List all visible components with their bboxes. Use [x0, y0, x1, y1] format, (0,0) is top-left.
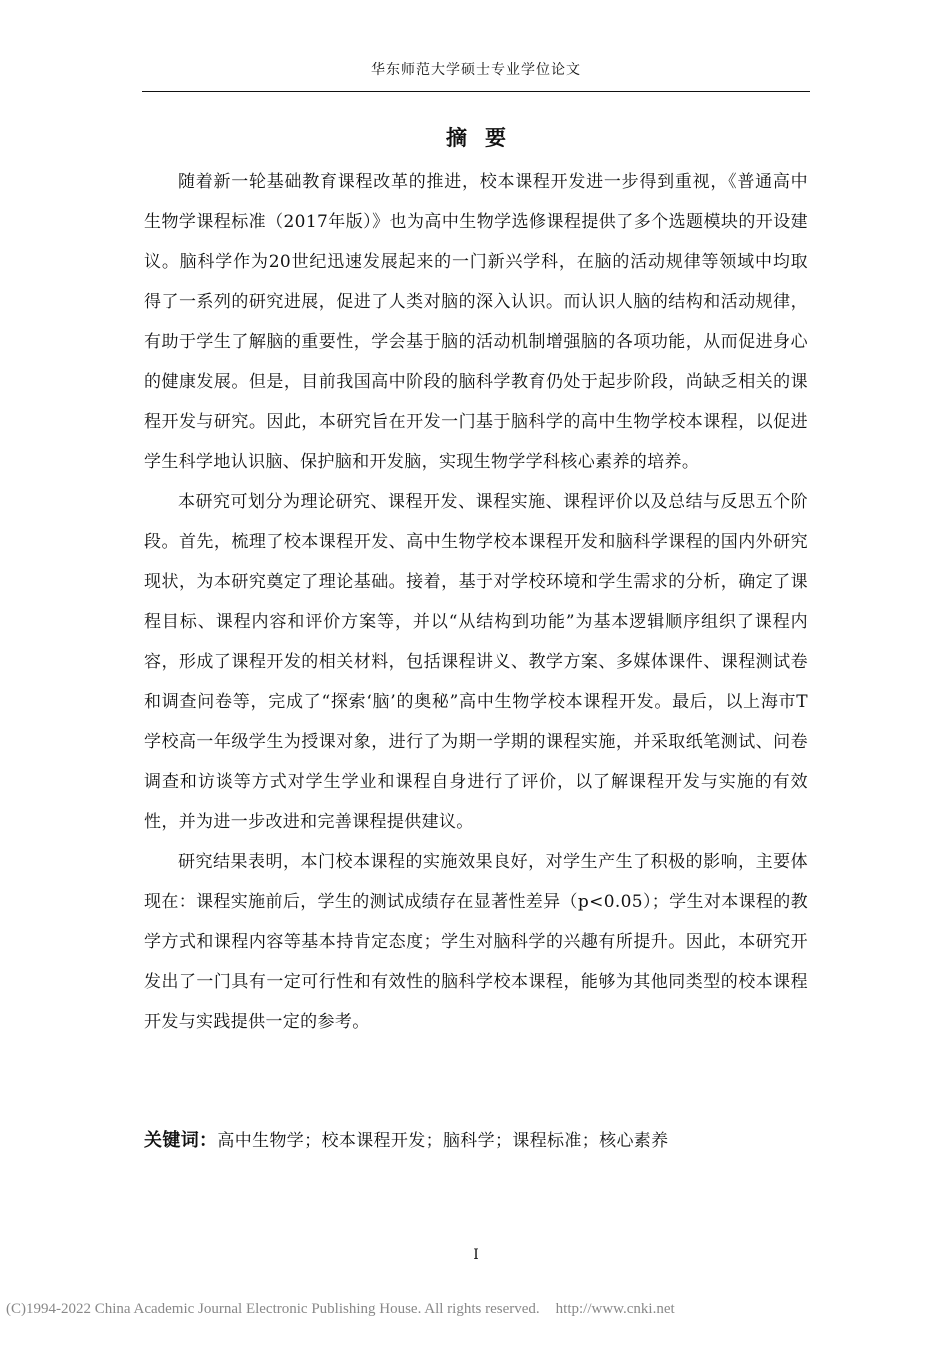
- running-header: 华东师范大学硕士专业学位论文: [371, 62, 581, 78]
- keywords-line: [144, 1121, 808, 1161]
- abstract-paragraph-3: 研究结果表明，本门校本课程的实施效果良好，对学生产生了积极的影响，主要体现在：课程实施前后，学生的测试成绩存在显著性差异（p<0.05）；学生对本课程的教学方式和课程内容等基本持肯定态度；学生对脑科学的兴趣有所提升。因此，本研究开发出了一门具有一定可行性和有效性的脑科学校本课程，能够为其他同类型的校本课程开发与实践提供一定的参考。: [144, 852, 808, 1032]
- abstract-paragraph-1: 随着新一轮基础教育课程改革的推进，校本课程开发进一步得到重视，《普通高中生物学课程标准（2017年版）》也为高中生物学选修课程提供了多个选题模块的开设建议。脑科学作为20世纪迅速发展起来的一门新兴学科，在脑的活动规律等领域中均取得了一系列的研究进展，促进了人类对脑的深入认识。而认识人脑的结构和活动规律，有助于学生了解脑的重要性，学会基于脑的活动机制增强脑的各项功能，从而促进身心的健康发展。但是，目前我国高中阶段的脑科学教育仍处于起步阶段，尚缺乏相关的课程开发与研究。因此，本研究旨在开发一门基于脑科学的高中生物学校本课程，以促进学生科学地认识脑、保护脑和开发脑，实现生物学学科核心素养的培养。: [144, 172, 808, 472]
- keywords-list: 高中生物学；校本课程开发；脑科学；课程标准；核心素养: [217, 1131, 669, 1151]
- abstract-paragraph-2: 本研究可划分为理论研究、课程开发、课程实施、课程评价以及总结与反思五个阶段。首先，梳理了校本课程开发、高中生物学校本课程开发和脑科学课程的国内外研究现状，为本研究奠定了理论基础。接着，基于对学校环境和学生需求的分析，确定了课程目标、课程内容和评价方案等，并以“从结构到功能”为基本逻辑顺序组织了课程内容，形成了课程开发的相关材料，包括课程讲义、教学方案、多媒体课件、课程测试卷和调查问卷等，完成了“探索‘脑’的奥秘”高中生物学校本课程开发。最后，以上海市T学校高一年级学生为授课对象，进行了为期一学期的课程实施，并采取纸笔测试、问卷调查和访谈等方式对学生学业和课程自身进行了评价，以了解课程开发与实施的有效性，并为进一步改进和完善课程提供建议。: [144, 492, 808, 832]
- page-number: I: [473, 1247, 479, 1263]
- footer-url: http://www.cnki.net: [555, 1301, 675, 1317]
- abstract-title: 摘要: [446, 126, 524, 150]
- copyright-text: (C)1994-2022 China Academic Journal Electronic Publishing House. All rights reserved.: [6, 1301, 540, 1317]
- abstract-body: [144, 162, 808, 1042]
- header-rule: [142, 91, 810, 92]
- keywords-label: 关键词：: [144, 1130, 218, 1151]
- copyright-footer: [6, 1299, 946, 1319]
